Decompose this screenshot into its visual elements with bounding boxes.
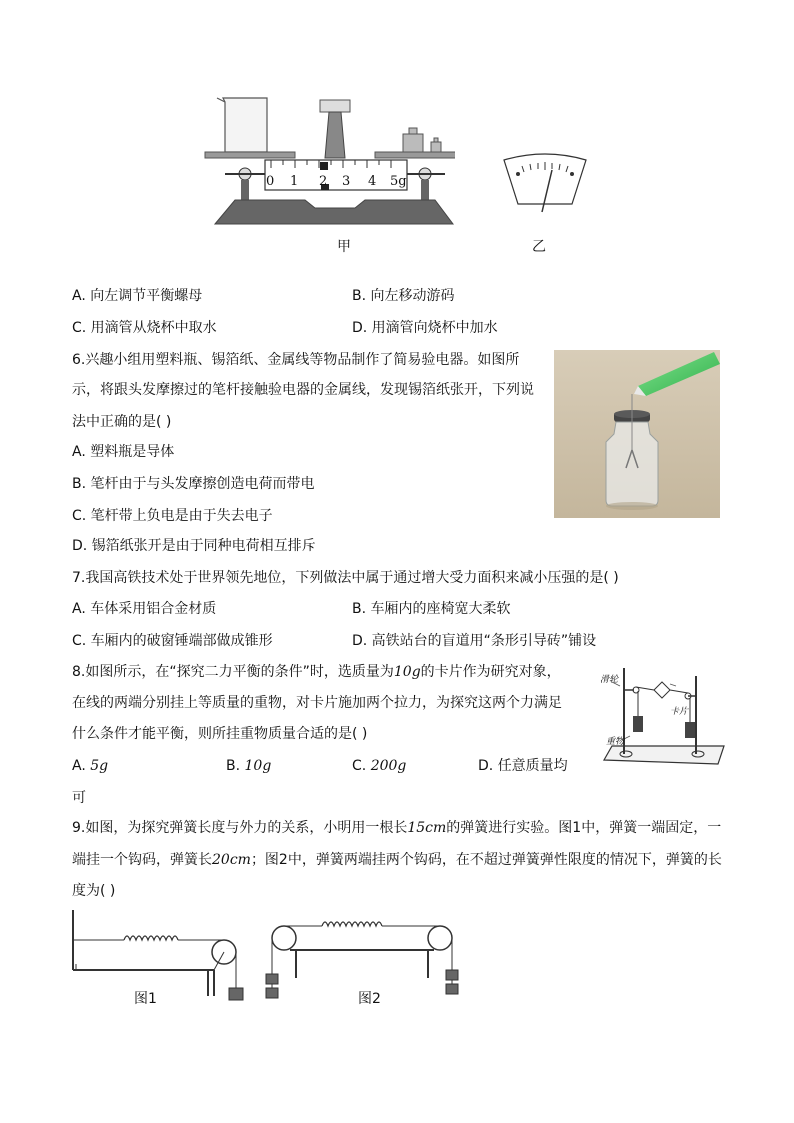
q6-option-d[interactable]: D. 锡箔纸张开是由于同种电荷相互排斥 (72, 538, 316, 554)
balance-figure (195, 92, 455, 232)
electroscope-photo (554, 350, 720, 518)
q8-option-c-letter: C. (352, 758, 367, 774)
q8-stem-line-3: 什么条件才能平衡，则所挂重物质量合适的是( ) (72, 726, 368, 742)
q9-stem-text-c: 端挂一个钩码，弹簧长 (72, 852, 212, 868)
q9-stem-line-1 (72, 818, 721, 838)
q5-option-c[interactable]: C. 用滴管从烧杯中取水 (72, 320, 217, 336)
q8-option-d[interactable] (478, 756, 568, 776)
scale-label-1: 1 (290, 174, 299, 189)
q7-option-a[interactable]: A. 车体采用铝合金材质 (72, 601, 217, 617)
q8-card-mass: 10g (393, 664, 421, 680)
q7-option-d[interactable]: D. 高铁站台的盲道用“条形引导砖”铺设 (352, 633, 597, 649)
q8-option-a-letter: A. (72, 758, 86, 774)
q6-option-a[interactable]: A. 塑料瓶是导体 (72, 444, 175, 460)
q9-stem-line-2 (72, 850, 722, 870)
figure-caption-jia: 甲 (337, 239, 351, 255)
q8-option-c[interactable] (352, 756, 406, 776)
q7-stem: 7.我国高铁技术处于世界领先地位，下列做法中属于通过增大受力面积来减小压强的是( ) (72, 570, 619, 586)
q6-option-b[interactable]: B. 笔杆由于与头发摩擦创造电荷而带电 (72, 476, 315, 492)
q8-option-b-value: 10g (244, 758, 272, 774)
q8-option-c-value: 200g (370, 758, 407, 774)
q7-option-c[interactable]: C. 车厢内的破窗锤端部做成锥形 (72, 633, 273, 649)
q8-stem-text-b: 的卡片作为研究对象， (420, 664, 561, 680)
q8-option-a[interactable] (72, 756, 108, 776)
q6-stem-line-3: 法中正确的是( ) (72, 414, 172, 430)
scale-label-2: 2 (319, 174, 328, 189)
label-weight: 重物 (606, 737, 625, 747)
q6-stem-line-2: 示，将跟头发摩擦过的笔杆接触验电器的金属线，发现锡箔纸张开，下列说 (72, 382, 534, 398)
q8-option-a-value: 5g (90, 758, 109, 774)
q8-option-b[interactable] (226, 756, 271, 776)
q8-option-b-letter: B. (226, 758, 241, 774)
q9-stem-text-a: 9.如图，为探究弹簧长度与外力的关系，小明用一根长 (72, 820, 408, 836)
q8-option-d-wrap: 可 (72, 790, 86, 806)
scale-label-0: 0 (266, 174, 275, 189)
scale-label-3: 3 (342, 174, 351, 189)
q9-stem-text-b: 的弹簧进行实验。图1中，弹簧一端固定，一 (446, 820, 722, 836)
q9-stem-text-d: ；图2中，弹簧两端挂两个钩码，在不超过弹簧弹性限度的情况下，弹簧的长 (250, 852, 722, 868)
q8-option-d-value: 任意质量均 (497, 758, 568, 774)
figure-2-caption: 图2 (358, 991, 381, 1007)
q6-option-c[interactable]: C. 笔杆带上负电是由于失去电子 (72, 508, 273, 524)
two-force-figure (600, 660, 728, 778)
figure-caption-yi: 乙 (532, 239, 546, 255)
label-pulley: 滑轮 (600, 675, 619, 685)
q8-stem-line-2: 在线的两端分别挂上等质量的重物，对卡片施加两个拉力，为探究这两个力满足 (72, 695, 562, 711)
q5-option-d[interactable]: D. 用滴管向烧杯中加水 (352, 320, 498, 336)
spring-figure-1 (68, 908, 248, 1004)
q5-option-a[interactable]: A. 向左调节平衡螺母 (72, 288, 203, 304)
q6-stem-line-1: 6.兴趣小组用塑料瓶、锡箔纸、金属线等物品制作了简易验电器。如图所 (72, 352, 520, 368)
scale-label-5g: 5g (390, 174, 407, 189)
scale-labels (266, 174, 416, 192)
q9-spring-length: 15cm (407, 820, 447, 836)
q8-stem-line-1 (72, 662, 561, 682)
q8-option-d-letter: D. (478, 758, 494, 774)
scale-label-4: 4 (368, 174, 377, 189)
dial-figure (500, 152, 590, 222)
label-card: 卡片 (670, 707, 689, 717)
q9-stretched-length: 20cm (212, 852, 251, 868)
q8-stem-text-a: 8.如图所示，在“探究二力平衡的条件”时，选质量为 (72, 664, 394, 680)
q7-option-b[interactable]: B. 车厢内的座椅宽大柔软 (352, 601, 511, 617)
figure-1-caption: 图1 (134, 991, 157, 1007)
q9-stem-line-3: 度为( ) (72, 883, 116, 899)
q5-option-b[interactable]: B. 向左移动游码 (352, 288, 455, 304)
